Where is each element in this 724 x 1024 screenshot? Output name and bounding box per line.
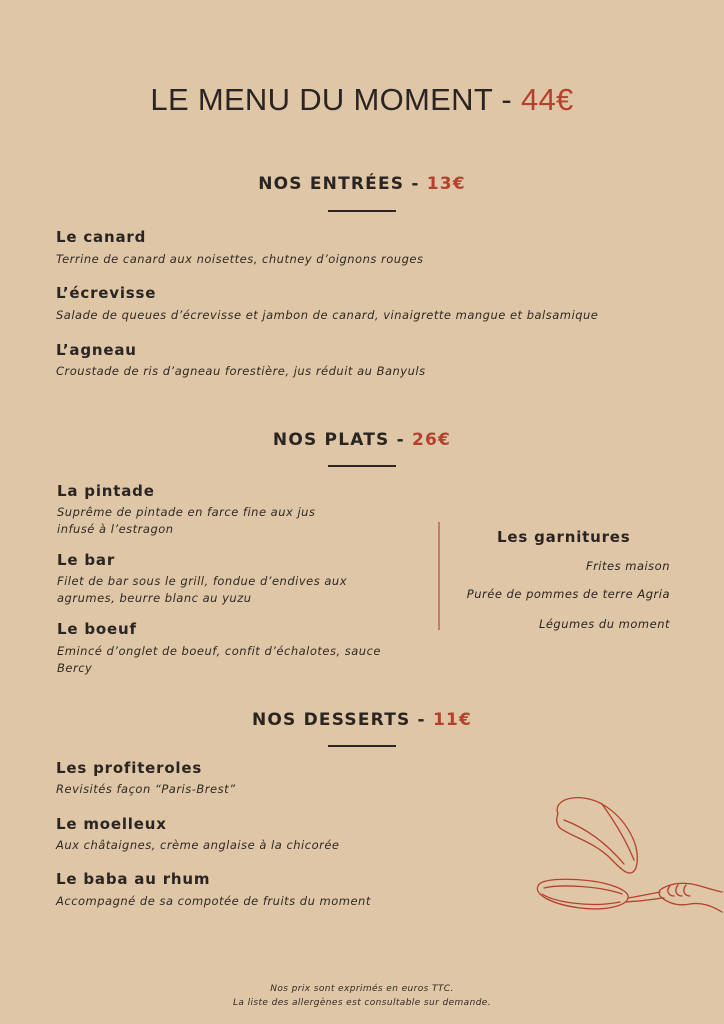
plats-price: 26€ bbox=[412, 430, 452, 450]
divider bbox=[328, 210, 396, 212]
dish-name: Le moelleux bbox=[56, 815, 167, 833]
garniture-item: Purée de pommes de terre Agria bbox=[466, 587, 670, 601]
dish-description: Salade de queues d’écrevisse et jambon de canard, vinaigrette mangue et balsamique bbox=[56, 308, 599, 322]
divider bbox=[328, 465, 396, 467]
desserts-heading: NOS DESSERTS - 11€ bbox=[251, 710, 473, 730]
garniture-item: Légumes du moment bbox=[538, 617, 670, 631]
garniture-item: Frites maison bbox=[585, 559, 670, 573]
dish-description: Aux châtaignes, crème anglaise à la chicorée bbox=[56, 838, 340, 852]
dish-name: La pintade bbox=[57, 482, 155, 500]
dish-description: Croustade de ris d’agneau forestière, jus réduit au Banyuls bbox=[56, 364, 426, 378]
dish-description: Accompagné de sa compotée de fruits du moment bbox=[56, 894, 371, 908]
dish-description: Emincé d’onglet de boeuf, confit d’échalotes, sauce Bercy bbox=[57, 644, 381, 675]
plats-heading: NOS PLATS - 26€ bbox=[272, 430, 452, 450]
dish-name: L’agneau bbox=[56, 341, 137, 359]
dish-description: Suprême de pintade en farce fine aux jus infusé à l’estragon bbox=[57, 505, 316, 536]
dish-name: Les profiteroles bbox=[56, 759, 203, 777]
entrees-price: 13€ bbox=[426, 174, 466, 194]
menu-title: LE MENU DU MOMENT - 44€ bbox=[150, 82, 574, 117]
vertical-divider bbox=[438, 522, 440, 630]
dish-name: Le bar bbox=[57, 551, 116, 569]
desserts-price: 11€ bbox=[432, 710, 473, 730]
dish-description: Filet de bar sous le grill, fondue d’endives aux agrumes, beurre blanc au yuzu bbox=[57, 574, 347, 605]
garnitures-title: Les garnitures bbox=[497, 528, 631, 546]
dish-name: Le boeuf bbox=[57, 620, 137, 638]
entrees-heading: NOS ENTRÉES - 13€ bbox=[258, 174, 466, 194]
pan-crepe-illustration-icon bbox=[530, 790, 724, 924]
dish-description: Terrine de canard aux noisettes, chutney d’oignons rouges bbox=[56, 252, 424, 266]
menu-price: 44€ bbox=[520, 82, 574, 117]
dish-name: L’écrevisse bbox=[56, 284, 157, 302]
divider bbox=[328, 745, 396, 747]
dish-description: Revisités façon “Paris-Brest” bbox=[56, 782, 236, 796]
dish-name: Le baba au rhum bbox=[56, 870, 211, 888]
footer-note: Nos prix sont exprimés en euros TTC. La liste des allergènes est consultable sur demande. bbox=[232, 984, 492, 1008]
dish-name: Le canard bbox=[56, 228, 147, 246]
